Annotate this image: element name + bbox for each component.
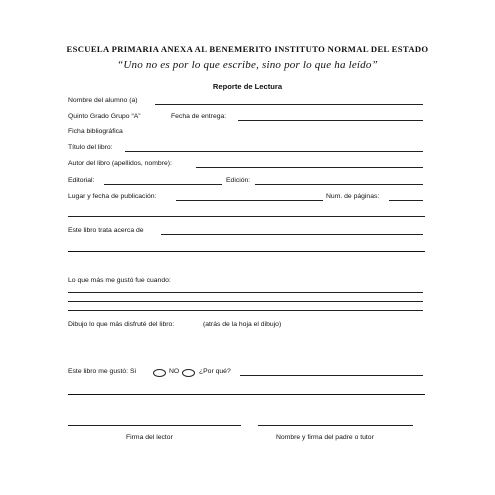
no-label: NO: [169, 368, 180, 375]
edition-line[interactable]: [255, 184, 423, 185]
book-title-line[interactable]: [125, 151, 423, 152]
about-line-1[interactable]: [161, 234, 423, 235]
liked-line-1[interactable]: [68, 292, 423, 293]
publisher-label: Editorial:: [68, 177, 95, 184]
author-line[interactable]: [196, 167, 423, 168]
publisher-line[interactable]: [104, 184, 222, 185]
place-date-line[interactable]: [176, 200, 323, 201]
why-line-2[interactable]: [68, 394, 425, 395]
drawing-label: Dibujo lo que más disfruté del libro:: [68, 321, 175, 328]
why-label: ¿Por qué?: [199, 368, 231, 375]
pages-line[interactable]: [389, 200, 423, 201]
page-title: Reporte de Lectura: [212, 82, 283, 91]
drawing-note: (atrás de la hoja el dibujo): [203, 321, 282, 328]
parent-signature-label: Nombre y firma del padre o tutor: [276, 434, 374, 441]
book-title-label: Título del libro:: [68, 144, 113, 151]
no-option[interactable]: [182, 369, 195, 377]
student-name-line[interactable]: [155, 104, 423, 105]
place-date-label: Lugar y fecha de publicación:: [68, 193, 157, 200]
yes-option[interactable]: [153, 369, 166, 377]
author-label: Autor del libro (apellidos, nombre):: [68, 160, 172, 167]
student-name-label: Nombre del alumno (a): [68, 97, 138, 104]
school-name: ESCUELA PRIMARIA ANEXA AL BENEMERITO INSTITUTO NORMAL DEL ESTADO: [66, 44, 429, 54]
about-line-2[interactable]: [68, 251, 425, 252]
why-line[interactable]: [240, 375, 423, 376]
parent-signature-line[interactable]: [258, 425, 413, 426]
about-label: Este libro trata acerca de: [68, 227, 144, 234]
liked-book-label: Este libro me gustó: Si: [68, 368, 136, 375]
pages-label: Num. de páginas:: [326, 193, 380, 200]
motto: “Uno no es por lo que escribe, sino por lo que ha leído”: [117, 59, 378, 71]
delivery-date-label: Fecha de entrega:: [171, 113, 227, 120]
reader-signature-line[interactable]: [68, 425, 241, 426]
liked-line-2[interactable]: [68, 301, 423, 302]
edition-label: Edición:: [226, 177, 251, 184]
reader-signature-label: Firma del lector: [126, 434, 173, 441]
liked-line-3[interactable]: [68, 310, 423, 311]
bib-card-label: Ficha bibliográfica: [68, 128, 123, 135]
grade-group-label: Quinto Grado Grupo “A”: [68, 113, 141, 120]
delivery-date-line[interactable]: [238, 120, 423, 121]
liked-label: Lo que más me gustó fue cuando:: [68, 277, 171, 284]
separator-line: [68, 216, 425, 217]
